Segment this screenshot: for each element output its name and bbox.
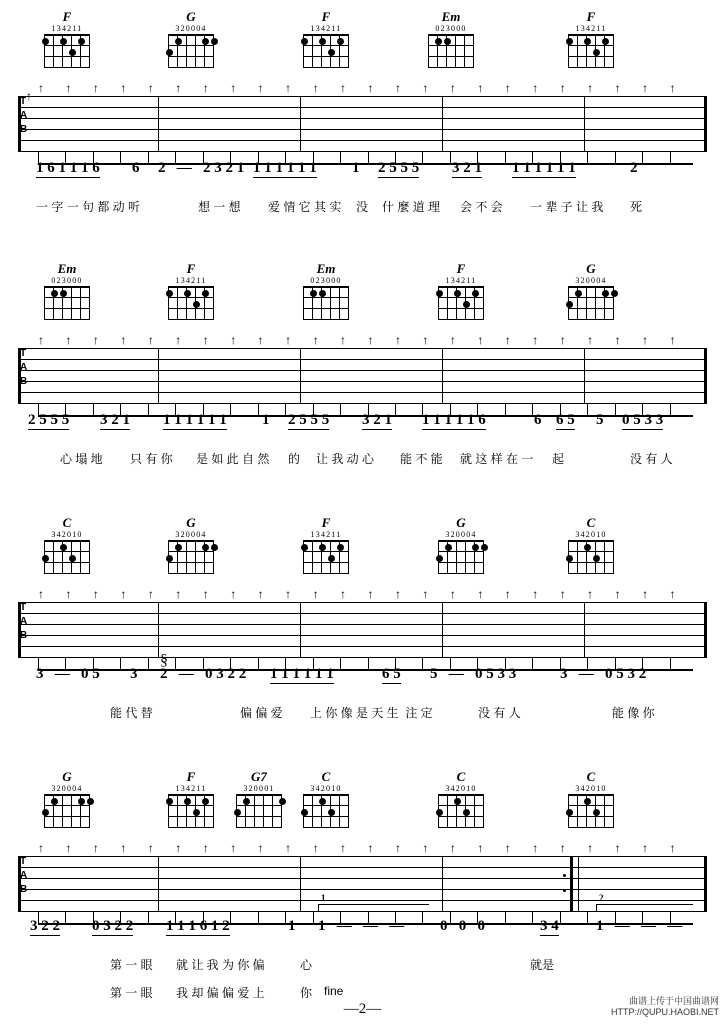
tab-staff [0, 588, 725, 672]
strum-arrow: ↑ [312, 333, 319, 347]
strum-arrow: ↑ [285, 333, 292, 347]
strum-arrow: ↑ [449, 587, 456, 601]
strum-arrow: ↑ [669, 81, 676, 95]
strum-arrow: ↑ [175, 333, 182, 347]
strum-pattern: ↑ [26, 89, 32, 103]
strum-arrow: ↑ [642, 333, 649, 347]
tab-staff [0, 82, 725, 166]
strum-arrow: ↑ [65, 841, 72, 855]
strum-arrow: ↑ [394, 81, 401, 95]
chord-diagram: F 134211 [430, 262, 492, 320]
strum-arrow: ↑ [642, 81, 649, 95]
chord-grid [303, 540, 349, 574]
strum-arrow: ↑ [422, 841, 429, 855]
chord-grid [303, 794, 349, 828]
system-3 [0, 515, 725, 720]
chord-grid [303, 286, 349, 320]
strum-arrow: ↑ [340, 841, 347, 855]
strum-arrow: ↑ [614, 333, 621, 347]
chord-grid [568, 540, 614, 574]
page-number: —2— [343, 1001, 382, 1017]
strum-arrow: ↑ [422, 587, 429, 601]
strum-arrow: ↑ [65, 333, 72, 347]
strum-arrow: ↑ [230, 81, 237, 95]
strum-arrow: ↑ [285, 81, 292, 95]
strum-arrow: ↑ [559, 81, 566, 95]
strum-arrow: ↑ [587, 333, 594, 347]
strum-arrow: ↑ [504, 333, 511, 347]
system-1 [0, 9, 725, 214]
chord-diagram: F 134211 [295, 516, 357, 574]
chord-grid [568, 286, 614, 320]
chord-grid [44, 540, 90, 574]
strum-arrow: ↑ [92, 333, 99, 347]
strum-arrow: ↑ [285, 841, 292, 855]
strum-arrow: ↑ [367, 81, 374, 95]
chord-grid [438, 794, 484, 828]
strum-arrow: ↑ [38, 81, 44, 95]
strum-arrow: ↑ [504, 81, 511, 95]
strum-arrow: ↑ [532, 81, 539, 95]
strum-arrow: ↑ [669, 587, 676, 601]
tab-clef: T A B [20, 96, 28, 135]
strum-arrow: ↑ [202, 81, 209, 95]
chord-grid [44, 34, 90, 68]
tab-staff [0, 334, 725, 418]
strum-arrow: ↑ [230, 333, 237, 347]
chord-grid [168, 794, 214, 828]
chord-diagram: C 342010 [430, 770, 492, 828]
chord-grid [303, 34, 349, 68]
numbered-notation-row: 2 5 5 5 3 2 1 1 1 1 1 1 1 1 2 5 5 5 3 2 1 1 1 1 1 1 6 6 6 5 5 0 5 3 3 [28, 412, 664, 428]
strum-arrow: ↑ [202, 841, 209, 855]
strum-arrow: ↑ [230, 587, 237, 601]
chord-diagram: F 134211 [295, 10, 357, 68]
chord-diagram: G 320004 [560, 262, 622, 320]
strum-arrow: ↑ [477, 587, 484, 601]
strum-arrow: ↑ [449, 81, 456, 95]
chord-diagram-row [0, 10, 725, 82]
strum-arrow: ↑ [257, 81, 264, 95]
chord-diagram: G 320004 [160, 516, 222, 574]
strum-arrow: ↑ [477, 841, 484, 855]
strum-arrow: ↑ [175, 841, 182, 855]
strum-arrow: ↑ [120, 81, 127, 95]
strum-arrow: ↑ [202, 587, 209, 601]
chord-diagram: C 342010 [36, 516, 98, 574]
lyric-row: 一 字 一 句 都 动 听 想 一 想 爱 情 它 其 实 没 什 麼 道 理 会 不 会 一 辈 子 让 我 死 [36, 200, 643, 214]
strum-arrow: ↑ [120, 841, 127, 855]
strum-arrow: ↑ [642, 841, 649, 855]
strum-arrow: ↑ [669, 841, 676, 855]
tab-clef: T A B [20, 348, 28, 387]
strum-arrow: ↑ [92, 587, 99, 601]
chord-diagram: C 342010 [560, 770, 622, 828]
tab-clef: T A B [20, 856, 28, 895]
strum-arrow: ↑ [65, 81, 72, 95]
strum-arrow: ↑ [532, 841, 539, 855]
strum-arrow: ↑ [175, 587, 182, 601]
strum-arrow: ↑ [422, 333, 429, 347]
strum-arrow: ↑ [559, 587, 566, 601]
strum-arrow: ↑ [394, 333, 401, 347]
strum-arrow: ↑ [312, 841, 319, 855]
strum-arrow: ↑ [312, 587, 319, 601]
strum-arrow: ↑ [504, 841, 511, 855]
strum-arrow: ↑ [422, 81, 429, 95]
chord-grid [568, 794, 614, 828]
chord-diagram: Em 023000 [36, 262, 98, 320]
strum-arrow: ↑ [532, 333, 539, 347]
strum-arrow: ↑ [449, 333, 456, 347]
chord-grid [428, 34, 474, 68]
strum-arrow: ↑ [65, 587, 72, 601]
ending-bracket-2: 2 [596, 904, 693, 912]
strum-arrow: ↑ [38, 333, 44, 347]
strum-arrow: ↑ [147, 841, 154, 855]
strum-arrow: ↑ [120, 333, 127, 347]
chord-diagram: C 342010 [295, 770, 357, 828]
chord-grid [438, 286, 484, 320]
tab-clef: T A B [20, 602, 28, 641]
segno-sign: § [160, 652, 168, 669]
chord-diagram: F 134211 [36, 10, 98, 68]
chord-diagram: Em 023000 [420, 10, 482, 68]
strum-arrow: ↑ [230, 841, 237, 855]
strum-arrow: ↑ [202, 333, 209, 347]
system-2 [0, 261, 725, 466]
system-4 [0, 769, 725, 1000]
strum-arrow: ↑ [394, 587, 401, 601]
strum-arrow: ↑ [257, 333, 264, 347]
lyric-row: 能 代 替 偏 偏 爱 上 你 像 是 天 生 注 定 没 有 人 能 像 你 [110, 706, 655, 720]
strum-arrow: ↑ [340, 587, 347, 601]
strum-arrow: ↑ [559, 841, 566, 855]
strum-arrow: ↑ [175, 81, 182, 95]
numbered-notation-row: 1 2 3 2 2 0 3 2 2 1 1 1 6 1 2 1 1 — — — 0 0 0 3 4 1 — — — [0, 912, 725, 946]
strum-arrow: ↑ [559, 333, 566, 347]
chord-grid [168, 540, 214, 574]
chord-grid [236, 794, 282, 828]
strum-arrow: ↑ [38, 841, 44, 855]
strum-arrow: ↑ [147, 587, 154, 601]
chord-diagram: G 320004 [430, 516, 492, 574]
strum-arrow: ↑ [340, 81, 347, 95]
strum-arrow: ↑ [147, 333, 154, 347]
strum-arrow: ↑ [449, 841, 456, 855]
strum-arrow: ↑ [614, 841, 621, 855]
numbered-notation-row: 3 — 0 5 3 2 — 0 3 2 2 1 1 1 1 1 1 6 5 5 — 0 5 3 3 3 — 0 5 3 2 [36, 666, 647, 682]
chord-grid [438, 540, 484, 574]
chord-grid [168, 286, 214, 320]
strum-arrow: ↑ [587, 587, 594, 601]
strum-arrow: ↑ [394, 841, 401, 855]
chord-diagram: F 134211 [160, 262, 222, 320]
strum-arrow: ↑ [587, 841, 594, 855]
chord-diagram-row [0, 770, 725, 842]
strum-arrow: ↑ [257, 841, 264, 855]
strum-arrow: ↑ [340, 333, 347, 347]
chord-grid [44, 794, 90, 828]
strum-arrow: ↑ [504, 587, 511, 601]
chord-diagram: F 134211 [160, 770, 222, 828]
lyric-row-verse-1: 第 一 眼 就 让 我 为 你 偏 心 就是 [110, 958, 555, 972]
strum-arrow: ↑ [312, 81, 319, 95]
strum-arrow: ↑ [257, 587, 264, 601]
chord-diagram-row [0, 516, 725, 588]
chord-diagram: G 320004 [160, 10, 222, 68]
chord-diagram: G 320004 [36, 770, 98, 828]
chord-grid [44, 286, 90, 320]
strum-arrow: ↑ [477, 333, 484, 347]
strum-arrow: ↑ [367, 587, 374, 601]
strum-arrow: ↑ [92, 81, 99, 95]
strum-arrow: ↑ [147, 81, 154, 95]
strum-arrow: ↑ [120, 587, 127, 601]
lyric-row: 心 塌 地 只 有 你 是 如 此 自 然 的 让 我 动 心 能 不 能 就 这 样 在 一 起 没 有 人 [60, 452, 673, 466]
chord-diagram: G7 320001 [228, 770, 290, 828]
ending-bracket-1: 1 [318, 904, 429, 912]
site-credit: 曲谱上传于中国曲谱网 HTTP://QUPU.HAOBI.NET [610, 996, 719, 1017]
strum-arrow: ↑ [642, 587, 649, 601]
strum-arrow: ↑ [38, 587, 44, 601]
strum-arrow: ↑ [614, 587, 621, 601]
strum-arrow: ↑ [614, 81, 621, 95]
chord-diagram: Em 023000 [295, 262, 357, 320]
strum-arrow: ↑ [477, 81, 484, 95]
strum-arrow: ↑ [92, 841, 99, 855]
strum-arrow: ↑ [367, 333, 374, 347]
strum-arrow: ↑ [285, 587, 292, 601]
chord-grid [568, 34, 614, 68]
chord-diagram: F 134211 [560, 10, 622, 68]
strum-arrow: ↑ [587, 81, 594, 95]
strum-arrow: ↑ [367, 841, 374, 855]
chord-diagram-row [0, 262, 725, 334]
strum-arrow: ↑ [669, 333, 676, 347]
lyric-row-verse-2: 第 一 眼 我 却 偏 偏 爱 上 你 fine [110, 984, 344, 1000]
chord-grid [168, 34, 214, 68]
chord-diagram: C 342010 [560, 516, 622, 574]
strum-arrow: ↑ [532, 587, 539, 601]
numbered-notation-row: 1 6 1 1 1 6 6 2 — 2 3 2 1 1 1 1 1 1 1 1 2 5 5 5 3 2 1 1 1 1 1 1 1 2 [36, 160, 638, 176]
